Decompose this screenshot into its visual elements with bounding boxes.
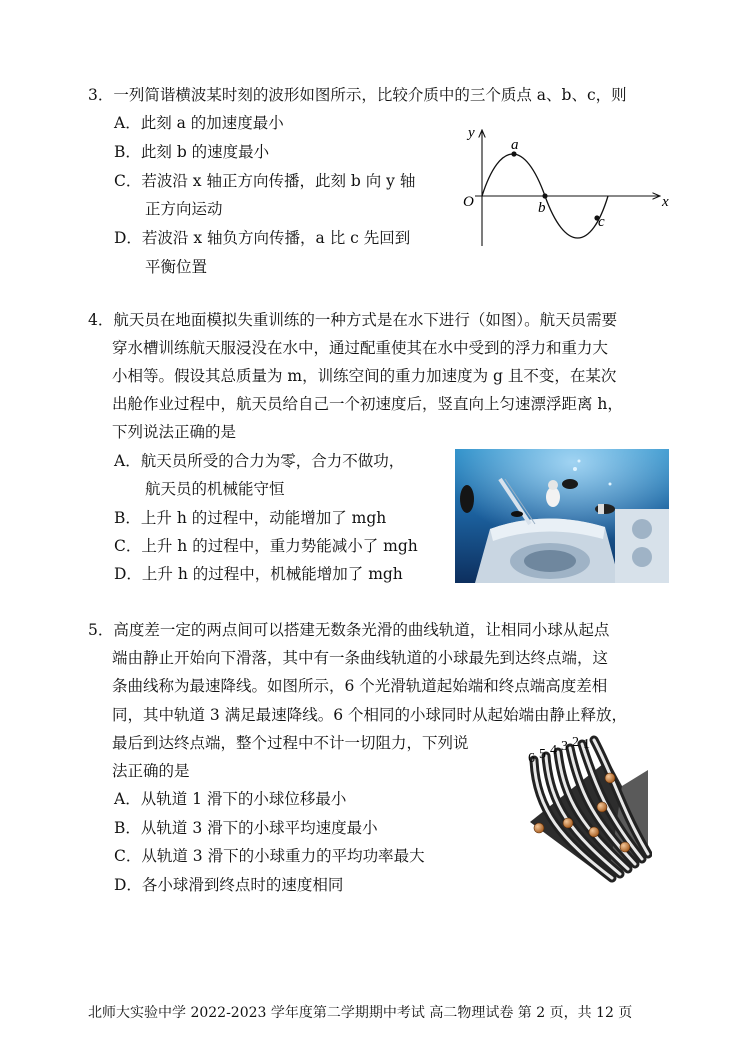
x-axis-label: x: [662, 194, 669, 210]
q4-option-d: D．上升 h 的过程中，机械能增加了 mgh: [114, 565, 403, 583]
point-b: [542, 193, 547, 198]
q4-stem-line3: 小相等。假设其总质量为 m，训练空间的重力加速度为 g 且不变，在某次: [112, 367, 617, 385]
label-a: a: [511, 137, 519, 153]
q3-option-c-line2: 正方向运动: [145, 200, 223, 218]
q5-stem-line2: 端由静止开始向下滑落，其中有一条曲线轨道的小球最先到达终点端，这: [112, 649, 609, 667]
q3-option-c-line1: C．若波沿 x 轴正方向传播，此刻 b 向 y 轴: [114, 172, 416, 190]
label-c: c: [598, 214, 605, 230]
q3-option-d-line2: 平衡位置: [145, 258, 208, 276]
q5-stem-line1: 5．高度差一定的两点间可以搭建无数条光滑的曲线轨道，让相同小球从起点: [88, 621, 610, 639]
q4-option-b: B．上升 h 的过程中，动能增加了 mgh: [114, 509, 387, 527]
track-label-6: 6: [528, 751, 535, 766]
q4-option-a-line2: 航天员的机械能守恒: [145, 480, 285, 498]
q4-stem-line5: 下列说法正确的是: [112, 423, 237, 441]
q3-option-d-line1: D．若波沿 x 轴负方向传播，a 比 c 先回到: [114, 229, 411, 247]
label-b: b: [538, 200, 546, 216]
q4-stem-line1: 4．航天员在地面模拟失重训练的一种方式是在水下进行（如图）。航天员需要: [88, 311, 618, 329]
wave-figure: [455, 120, 675, 250]
track-label-5: 5: [539, 747, 546, 762]
q3-option-a: A．此刻 a 的加速度最小: [114, 114, 284, 132]
q4-stem-line4: 出舱作业过程中，航天员给自己一个初速度后，竖直向上匀速漂浮距离 h，: [112, 395, 623, 413]
origin-label: O: [463, 194, 474, 210]
track-label-3: 3: [561, 739, 568, 754]
q5-option-d: D．各小球滑到终点时的速度相同: [114, 876, 344, 894]
q4-option-c: C．上升 h 的过程中，重力势能减小了 mgh: [114, 537, 418, 555]
track-label-2: 2: [572, 735, 579, 750]
q5-stem-line4: 同，其中轨道 3 满足最速降线。6 个相同的小球同时从起始端由静止释放，: [112, 706, 628, 724]
brachistochrone-tracks-figure: [522, 730, 652, 885]
q5-option-a: A．从轨道 1 滑下的小球位移最小: [114, 790, 347, 808]
q4-stem-line2: 穿水槽训练航天服浸没在水中，通过配重使其在水中受到的浮力和重力大: [112, 339, 609, 357]
q5-option-b: B．从轨道 3 滑下的小球平均速度最小: [114, 819, 378, 837]
y-axis-label: y: [468, 125, 475, 141]
track-label-1: 1: [583, 737, 590, 752]
q4-option-a-line1: A．航天员所受的合力为零，合力不做功，: [114, 452, 405, 470]
q3-stem: 3．一列简谐横波某时刻的波形如图所示，比较介质中的三个质点 a、b、c，则: [88, 86, 627, 104]
q3-option-b: B．此刻 b 的速度最小: [114, 143, 270, 161]
page-footer: 北师大实验中学 2022-2023 学年度第二学期期中考试 高二物理试卷 第 2 页，共 12 页: [88, 1005, 633, 1021]
q5-stem-line5: 最后到达终点端，整个过程中不计一切阻力，下列说: [112, 734, 469, 752]
q5-stem-line3: 条曲线称为最速降线。如图所示，6 个光滑轨道起始端和终点端高度差相: [112, 677, 608, 695]
q5-option-c: C．从轨道 3 滑下的小球重力的平均功率最大: [114, 847, 425, 865]
track-label-4: 4: [550, 743, 557, 758]
q5-stem-line6: 法正确的是: [112, 762, 190, 780]
underwater-training-photo: [455, 449, 669, 583]
